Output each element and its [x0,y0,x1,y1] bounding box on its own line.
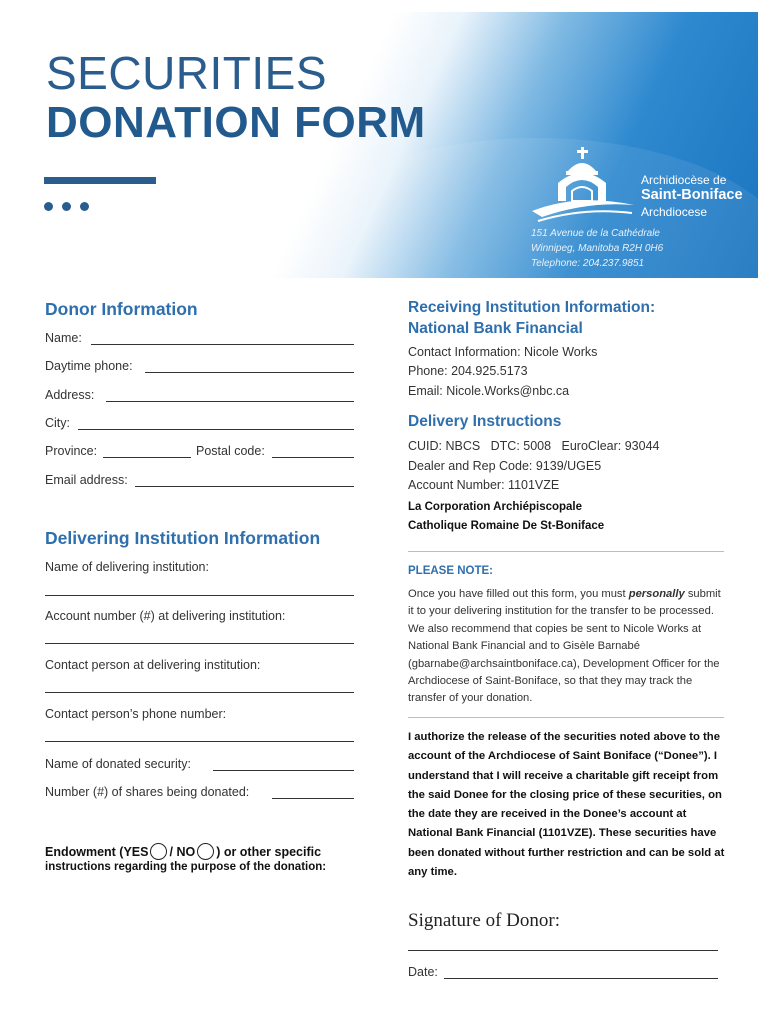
note-emphasis: personally [628,588,685,600]
endowment-suffix: ) or other specific [216,845,322,859]
shares-label: Number (#) of shares being donated: [45,785,250,799]
delivery-codes: CUID: NBCS DTC: 5008 EuroClear: 93044 [408,439,660,453]
receiving-email: Email: Nicole.Works@nbc.ca [408,384,570,398]
email-field[interactable] [135,486,354,487]
name-field[interactable] [91,344,354,345]
authorization-statement: I authorize the release of the securities noted above to the account of the Archdiocese of Saint Boniface (“Donee”). I understand that I will receive a charitable gift receipt from the said Donee for the closing price of these securities, on the date they are received in the Donee’s account at National Bank Financial (1101VZE). These securities have been donated without further restriction and can be sold at any time. [408,731,725,879]
date-label: Date: [408,965,438,979]
divider [408,717,724,718]
address-city: Winnipeg, Manitoba R2H 0H6 [531,243,664,254]
postal-code-label: Postal code: [196,444,265,458]
security-name-field[interactable] [213,770,354,771]
endowment-line: Endowment (YES / NO ) or other specific [45,845,322,859]
endowment-no-label: NO [176,845,196,859]
logo-text-line-3: Archdiocese [641,205,708,219]
daytime-phone-label: Daytime phone: [45,359,133,373]
logo-text-line-1: Archidiocèse de [641,173,727,187]
decor-dot [80,202,89,211]
contact-phone-field[interactable] [45,741,354,742]
contact-person-field[interactable] [45,692,354,693]
note-text-before: Once you have filled out this form, you must [408,588,629,600]
shares-field[interactable] [272,798,354,799]
cathedral-logo-icon [528,145,638,227]
contact-phone-label: Contact person’s phone number: [45,707,227,721]
title-underline-bar [44,177,156,184]
corporation-name-line-2: Catholique Romaine De St-Boniface [408,520,605,532]
account-number-label: Account number (#) at delivering institution: [45,609,286,623]
province-label: Province: [45,444,98,458]
title-line-2: DONATION FORM [46,98,426,147]
city-field[interactable] [78,429,354,430]
signature-field[interactable] [408,950,718,951]
endowment-yes-radio[interactable] [150,843,167,860]
delivery-account-number: Account Number: 1101VZE [408,478,560,492]
institution-name-label: Name of delivering institution: [45,560,209,574]
signature-heading: Signature of Donor: [408,910,560,931]
decor-dot [62,202,71,211]
logo-text-line-2: Saint-Boniface [641,187,743,203]
title-line-1: SECURITIES [46,47,328,99]
note-text-after: submit it to your delivering institution for the transfer to be processed. We also recommend that copies be sent to Nicole Works at National Bank Financial and to Gisèle Barnabé (gbarnabe@archsaintboniface.ca), Development Officer for the Archdiocese of Saint-Boniface, so that they may track the transfer of your donation. [408,588,721,705]
divider [408,551,724,552]
receiving-contact: Contact Information: Nicole Works [408,345,598,359]
delivery-instructions-heading: Delivery Instructions [408,413,562,430]
institution-name-field[interactable] [45,595,354,596]
name-label: Name: [45,331,82,345]
date-field[interactable] [444,978,718,979]
contact-person-label: Contact person at delivering institution: [45,658,261,672]
province-field[interactable] [103,457,191,458]
security-name-label: Name of donated security: [45,757,191,771]
address-telephone: Telephone: 204.237.9851 [531,258,645,269]
please-note-text [408,586,728,708]
receiving-info-heading: Receiving Institution Information: [408,299,656,316]
endowment-prefix: Endowment (YES [45,845,149,859]
delivering-info-heading: Delivering Institution Information [45,528,321,548]
address-label: Address: [45,388,95,402]
receiving-phone: Phone: 204.925.5173 [408,364,528,378]
city-label: City: [45,416,70,430]
email-label: Email address: [45,473,128,487]
please-note-heading: PLEASE NOTE: [408,565,493,577]
postal-code-field[interactable] [272,457,354,458]
corporation-name-line-1: La Corporation Archiépiscopale [408,501,583,513]
receiving-institution-name: National Bank Financial [408,320,583,337]
decor-dot [44,202,53,211]
donor-info-heading: Donor Information [45,299,198,319]
endowment-no-radio[interactable] [197,843,214,860]
address-street: 151 Avenue de la Cathédrale [531,228,660,239]
account-number-field[interactable] [45,643,354,644]
dealer-rep-code: Dealer and Rep Code: 9139/UGE5 [408,459,602,473]
daytime-phone-field[interactable] [145,372,354,373]
address-field[interactable] [106,401,354,402]
endowment-instructions-label: instructions regarding the purpose of the donation: [45,861,327,873]
